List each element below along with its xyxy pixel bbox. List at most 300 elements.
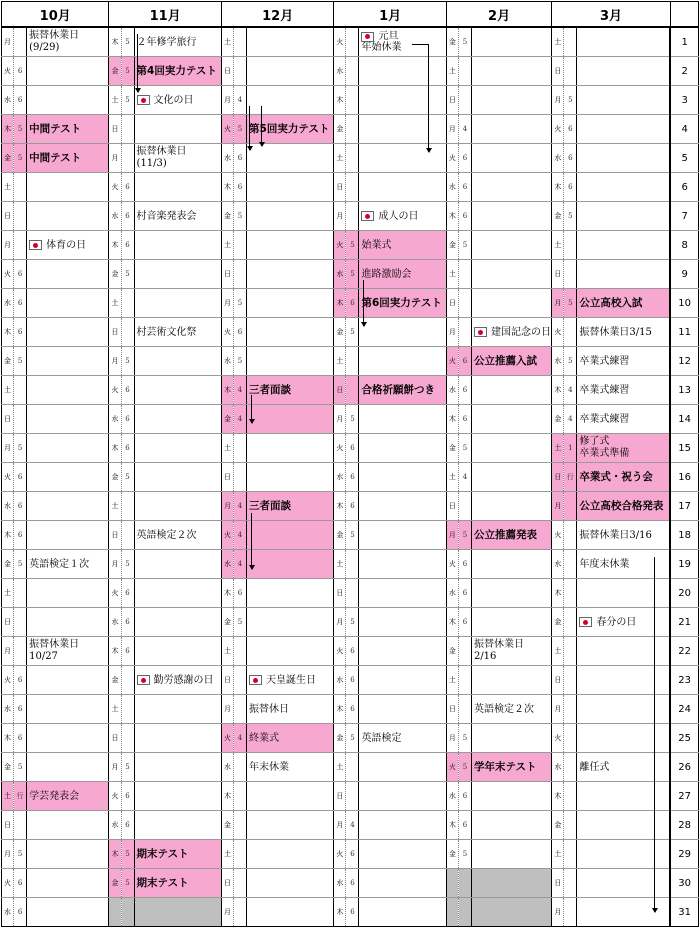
event-cell [247,579,334,608]
event-cell [134,57,221,86]
event-cell [247,376,334,405]
event-cell [247,318,334,347]
weekday-cell: 火 [109,173,121,202]
event-cell [247,434,334,463]
event-cell [359,115,446,144]
period-count-cell: 6 [233,318,246,347]
continuation-line [412,44,428,45]
period-count-cell [564,840,577,869]
event-cell [359,376,446,405]
period-count-cell: 6 [14,289,27,318]
period-count-cell: 6 [14,57,27,86]
event-label: 年度末休業 [579,558,630,570]
period-count-cell: 6 [14,86,27,115]
event-cell [27,492,109,521]
weekday-cell [446,898,458,927]
event-label: 振替休業日 (9/29) [29,30,80,53]
weekday-cell: 金 [552,811,564,840]
period-count-cell [121,666,134,695]
period-count-cell [14,637,27,666]
day-row [2,463,699,492]
period-count-cell [564,231,577,260]
period-count-cell: 6 [14,463,27,492]
weekday-cell: 日 [552,463,564,492]
period-count-cell: 5 [458,27,471,57]
event-label: 振替休業日3/16 [579,529,652,541]
period-count-cell [121,898,134,927]
event-cell [27,115,109,144]
event-label: 村音楽発表会 [136,210,197,222]
period-count-cell [233,666,246,695]
event-cell [471,27,551,57]
event-cell [27,608,109,637]
japan-flag-icon [29,240,42,250]
weekday-cell: 月 [446,115,458,144]
period-count-cell: 4 [233,405,246,434]
event-cell [359,811,446,840]
weekday-cell: 火 [552,521,564,550]
period-count-cell [233,869,246,898]
event-cell [27,869,109,898]
weekday-cell: 月 [2,27,14,57]
period-count-cell: 6 [14,521,27,550]
period-count-cell [14,202,27,231]
period-count-cell: 5 [14,753,27,782]
event-cell [27,579,109,608]
event-cell [247,637,334,666]
event-cell [134,579,221,608]
weekday-cell: 月 [552,289,564,318]
weekday-cell: 日 [109,318,121,347]
event-cell [27,27,109,57]
period-count-cell: 6 [346,898,359,927]
weekday-cell: 金 [2,144,14,173]
event-cell [471,898,551,927]
event-cell [134,27,221,57]
event-cell [471,608,551,637]
event-cell [247,840,334,869]
event-cell [247,57,334,86]
weekday-cell: 土 [446,260,458,289]
weekday-cell: 金 [221,608,233,637]
weekday-cell: 土 [552,27,564,57]
period-count-cell [458,57,471,86]
day-row [2,231,699,260]
event-label: 公立高校合格発表 [579,499,664,512]
weekday-cell: 月 [2,840,14,869]
period-count-cell: 6 [121,782,134,811]
day-number: 18 [670,521,698,550]
event-cell [134,811,221,840]
weekday-cell: 月 [552,898,564,927]
event-label: 振替休業日 (11/3) [136,146,187,169]
calendar-body [2,27,699,927]
weekday-cell: 水 [552,144,564,173]
weekday-cell: 土 [446,666,458,695]
day-number: 4 [670,115,698,144]
period-count-cell: 4 [346,811,359,840]
weekday-cell: 日 [221,57,233,86]
event-cell [134,724,221,753]
day-number: 15 [670,434,698,463]
event-cell [471,521,551,550]
event-label: 三者面談 [249,499,292,512]
japan-flag-icon [249,675,262,685]
weekday-cell: 土 [552,637,564,666]
period-count-cell: 6 [14,869,27,898]
period-count-cell: 5 [121,347,134,376]
day-row [2,579,699,608]
weekday-cell: 火 [446,347,458,376]
event-cell [359,231,446,260]
period-count-cell: 5 [346,724,359,753]
period-count-cell: 5 [458,434,471,463]
weekday-cell: 日 [2,608,14,637]
event-cell [577,173,670,202]
weekday-cell: 火 [221,318,233,347]
weekday-cell: 月 [334,202,346,231]
period-count-cell: 5 [564,347,577,376]
period-count-cell [564,666,577,695]
period-count-cell: 6 [121,811,134,840]
event-cell [359,695,446,724]
weekday-cell: 金 [446,637,458,666]
event-label: 期末テスト [136,847,189,860]
day-number: 26 [670,753,698,782]
event-cell [577,492,670,521]
weekday-cell: 月 [109,753,121,782]
weekday-cell: 土 [2,173,14,202]
weekday-cell: 火 [221,724,233,753]
event-cell [247,289,334,318]
event-label: 終業式 [249,732,280,744]
period-count-cell [346,579,359,608]
period-count-cell: 5 [121,840,134,869]
event-cell [359,347,446,376]
event-label: 振替休日 [249,703,290,715]
day-row [2,405,699,434]
weekday-cell: 土 [552,840,564,869]
weekday-cell: 木 [552,376,564,405]
event-cell [577,318,670,347]
event-cell [577,27,670,57]
weekday-cell: 金 [334,115,346,144]
weekday-cell: 月 [221,289,233,318]
day-row [2,318,699,347]
event-cell [134,521,221,550]
event-cell [471,231,551,260]
day-number: 13 [670,376,698,405]
event-cell [134,173,221,202]
event-cell [359,57,446,86]
japan-flag-icon [361,211,374,221]
weekday-cell: 水 [221,144,233,173]
period-count-cell: 6 [14,666,27,695]
weekday-cell: 日 [552,869,564,898]
event-cell [577,521,670,550]
event-cell [247,753,334,782]
event-label: 卒業式練習 [579,384,630,396]
day-row [2,86,699,115]
period-count-cell: 6 [346,492,359,521]
period-count-cell [121,492,134,521]
weekday-cell: 木 [109,231,121,260]
period-count-cell [458,898,471,927]
event-cell [27,637,109,666]
event-cell [134,840,221,869]
month-header: 12月 [221,2,333,28]
weekday-cell: 土 [2,376,14,405]
weekday-cell: 土 [221,840,233,869]
event-cell [247,260,334,289]
period-count-cell: 6 [458,347,471,376]
event-cell [247,666,334,695]
event-cell [134,144,221,173]
event-cell [134,492,221,521]
weekday-cell: 日 [552,666,564,695]
period-count-cell: 5 [233,202,246,231]
continuation-arrow [363,280,364,326]
weekday-cell: 火 [334,840,346,869]
event-cell [577,695,670,724]
event-cell [134,376,221,405]
event-cell [247,608,334,637]
weekday-cell: 日 [446,86,458,115]
weekday-cell: 木 [446,608,458,637]
weekday-cell: 火 [552,115,564,144]
period-count-cell [346,115,359,144]
weekday-cell: 日 [2,405,14,434]
day-row [2,27,699,57]
event-cell [359,434,446,463]
month-header: 10月 [2,2,109,28]
period-count-cell [14,579,27,608]
weekday-cell: 月 [109,347,121,376]
day-number: 2 [670,57,698,86]
event-label: 中間テスト [29,122,82,135]
weekday-cell: 日 [334,579,346,608]
event-cell [359,579,446,608]
weekday-cell: 日 [552,57,564,86]
event-cell [577,57,670,86]
period-count-cell [233,695,246,724]
event-cell [471,347,551,376]
period-count-cell: 4 [233,376,246,405]
period-count-cell: 6 [458,202,471,231]
period-count-cell [458,86,471,115]
period-count-cell: 4 [458,463,471,492]
event-label: 勤労感謝の日 [153,674,214,686]
weekday-cell: 土 [109,86,121,115]
period-count-cell: 5 [14,144,27,173]
weekday-cell: 木 [446,811,458,840]
weekday-cell: 火 [221,521,233,550]
event-cell [359,260,446,289]
event-cell [134,608,221,637]
period-count-cell: 5 [346,405,359,434]
weekday-cell: 金 [221,405,233,434]
event-cell [471,579,551,608]
weekday-cell: 日 [446,695,458,724]
weekday-cell: 月 [221,898,233,927]
event-label: 第6回実力テスト [361,296,442,309]
weekday-cell: 木 [334,289,346,318]
event-label: 公立推薦発表 [473,528,537,541]
period-count-cell [121,115,134,144]
event-cell [471,550,551,579]
period-count-cell: 5 [121,753,134,782]
event-cell [247,724,334,753]
event-cell [471,202,551,231]
event-cell [134,86,221,115]
event-label: 体育の日 [46,239,87,251]
period-count-cell: 6 [121,579,134,608]
period-count-cell: 5 [121,869,134,898]
period-count-cell [14,231,27,260]
event-cell [247,811,334,840]
weekday-cell: 土 [221,434,233,463]
event-label: 英語検定２次 [473,703,534,715]
period-count-cell: 6 [458,405,471,434]
event-cell [27,840,109,869]
period-count-cell [564,869,577,898]
period-count-cell: 5 [564,289,577,318]
event-cell [359,492,446,521]
event-cell [471,811,551,840]
weekday-cell: 木 [446,405,458,434]
event-cell [577,608,670,637]
day-row [2,173,699,202]
event-label: 天皇誕生日 [266,674,317,686]
event-cell [577,289,670,318]
event-label: 公立高校入試 [579,296,643,309]
event-label: 元旦 年始休業 [361,31,402,53]
event-cell [247,898,334,927]
event-cell [27,86,109,115]
day-row [2,115,699,144]
weekday-cell: 金 [334,318,346,347]
weekday-cell: 土 [334,347,346,376]
weekday-cell: 金 [2,753,14,782]
event-label: 合格祈願餅つき [361,383,435,396]
period-count-cell: 6 [14,260,27,289]
weekday-cell: 火 [109,782,121,811]
day-row [2,811,699,840]
period-count-cell [14,376,27,405]
month-header: 2月 [446,2,551,28]
event-cell [27,463,109,492]
period-count-cell: 6 [346,840,359,869]
day-row [2,434,699,463]
weekday-cell: 木 [334,695,346,724]
weekday-cell: 火 [109,579,121,608]
event-cell [134,898,221,927]
period-count-cell: 6 [121,608,134,637]
day-number: 6 [670,173,698,202]
weekday-cell: 金 [446,27,458,57]
period-count-cell [564,608,577,637]
day-number: 27 [670,782,698,811]
continuation-arrow [251,513,252,569]
weekday-cell: 土 [2,782,14,811]
event-label: 春分の日 [596,616,637,628]
event-label: 英語検定１次 [29,558,90,570]
event-cell [471,666,551,695]
period-count-cell: 6 [346,463,359,492]
period-count-cell [564,898,577,927]
period-count-cell [564,811,577,840]
event-cell [471,144,551,173]
period-count-cell [121,318,134,347]
day-row [2,666,699,695]
event-cell [27,231,109,260]
period-count-cell [458,666,471,695]
japan-flag-icon [474,327,487,337]
event-cell [27,724,109,753]
event-cell [27,898,109,927]
event-cell [27,347,109,376]
event-label: 振替休業日3/15 [579,326,652,338]
weekday-cell: 木 [2,521,14,550]
weekday-cell: 日 [446,492,458,521]
event-cell [577,347,670,376]
event-cell [134,260,221,289]
event-cell [471,260,551,289]
weekday-cell: 月 [221,86,233,115]
period-count-cell [458,695,471,724]
weekday-cell: 日 [2,202,14,231]
weekday-cell: 日 [221,463,233,492]
event-label: 三者面談 [249,383,292,396]
calendar-table [1,1,699,927]
event-cell [577,86,670,115]
period-count-cell [233,811,246,840]
period-count-cell [14,608,27,637]
period-count-cell [458,289,471,318]
period-count-cell: 6 [346,666,359,695]
weekday-cell: 水 [552,550,564,579]
period-count-cell [564,695,577,724]
event-cell [134,318,221,347]
event-cell [247,782,334,811]
weekday-cell: 日 [221,869,233,898]
weekday-cell: 木 [221,782,233,811]
period-count-cell [233,260,246,289]
weekday-cell: 月 [552,492,564,521]
event-cell [359,637,446,666]
weekday-cell: 土 [2,579,14,608]
weekday-cell: 金 [2,347,14,376]
event-label: 英語検定 [361,732,402,744]
weekday-cell: 土 [334,550,346,579]
weekday-cell: 月 [109,144,121,173]
period-count-cell: 4 [233,550,246,579]
event-cell [577,144,670,173]
event-cell [471,869,551,898]
event-cell [247,144,334,173]
period-count-cell: 5 [346,231,359,260]
event-label: 建国記念の日 [490,326,551,338]
weekday-cell: 金 [221,811,233,840]
period-count-cell: 6 [14,695,27,724]
event-cell [247,231,334,260]
continuation-arrow [428,44,429,152]
event-cell [471,86,551,115]
event-cell [27,550,109,579]
period-count-cell: 6 [564,144,577,173]
period-count-cell: 5 [233,608,246,637]
event-cell [577,666,670,695]
